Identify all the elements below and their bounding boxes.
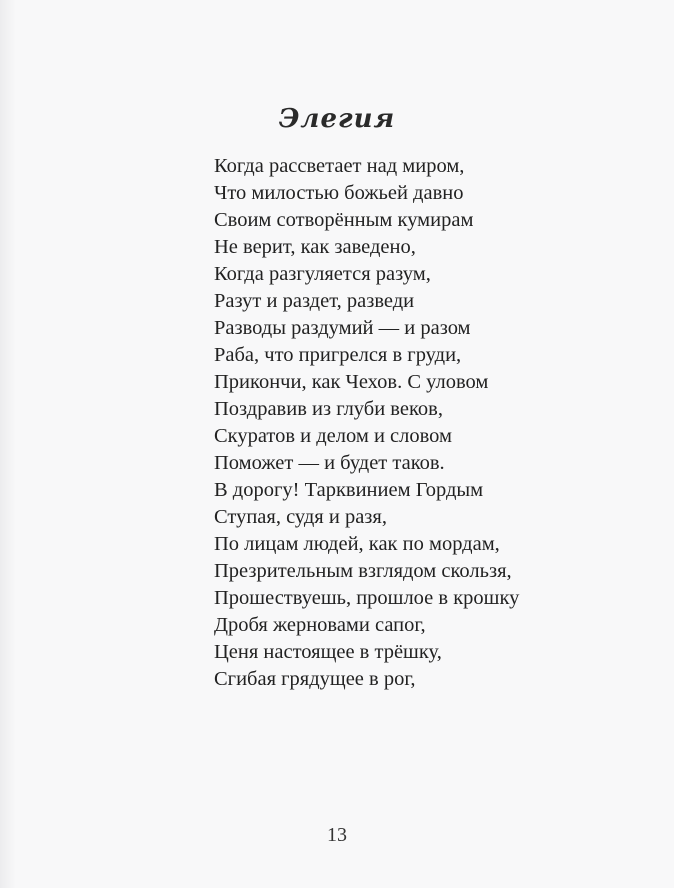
poem-line: Не верит, как заведено, [214, 236, 416, 258]
poem-line: Поможет — и будет таков. [214, 452, 445, 474]
poem-line: Дробя жерновами сапог, [214, 614, 426, 636]
poem-line: Прошествуешь, прошлое в крошку [214, 587, 520, 609]
poem-title: Элегия [278, 104, 396, 134]
poem-line: Что милостью божьей давно [214, 182, 464, 204]
poem-line: Сгибая грядущее в рог, [214, 668, 416, 690]
poem-line: Скуратов и делом и словом [214, 425, 453, 447]
poem-line: Своим сотворённым кумирам [214, 209, 474, 231]
poem-line: Разводы раздумий — и разом [214, 317, 471, 339]
poem-line: По лицам людей, как по мордам, [214, 533, 500, 555]
poem-line: В дорогу! Тарквинием Гордым [214, 479, 484, 501]
poem-line: Когда рассветает над миром, [214, 155, 465, 177]
poem-body [214, 153, 519, 693]
poem-line: Поздравив из глуби веков, [214, 398, 443, 420]
poem-line: Разут и раздет, разведи [214, 290, 415, 312]
poem-line: Ступая, судя и разя, [214, 506, 387, 528]
poem-line: Когда разгуляется разум, [214, 263, 431, 285]
poem-line: Раба, что пригрелся в груди, [214, 344, 462, 366]
poem-line: Прикончи, как Чехов. С уловом [214, 371, 489, 393]
poem-line: Ценя настоящее в трёшку, [214, 641, 442, 663]
poem-line: Презрительным взглядом скользя, [214, 560, 512, 582]
page-number: 13 [327, 824, 347, 846]
